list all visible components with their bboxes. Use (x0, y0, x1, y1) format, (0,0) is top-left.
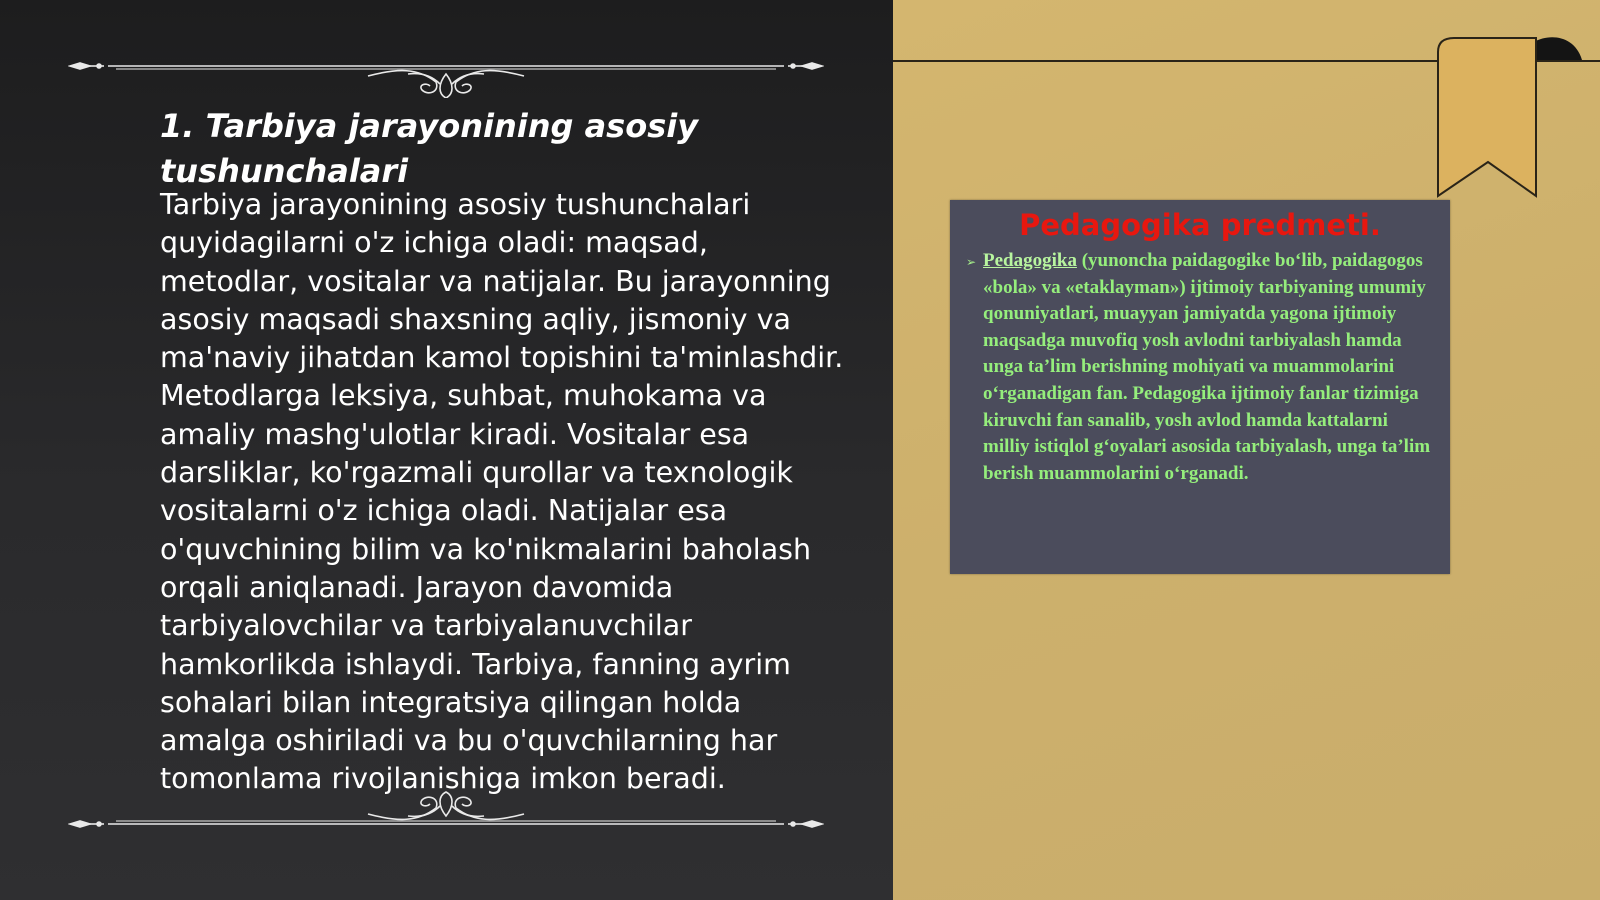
bullet-arrow-icon: ➢ (966, 255, 977, 269)
card-body-text (983, 248, 1438, 487)
slide-title: 1. Tarbiya jarayonining asosiy tushunchalari (160, 107, 699, 190)
embedded-slide-image (950, 200, 1450, 574)
card-title: Pedagogika predmeti. (1019, 208, 1381, 242)
pedagogika-link[interactable]: Pedagogika (983, 250, 1077, 271)
ornamental-divider-icon (68, 38, 824, 98)
bookmark-ribbon-icon (1436, 36, 1586, 198)
slide-body-text: Tarbiya jarayonining asosiy tushunchalari quyidagilarni o'z ichiga oladi: maqsad, metodlar, vositalar va natijalar. Bu jarayonning asosiy maqsadi shaxsning aqliy, jismoniy va ma'naviy jihatdan kamol topishini ta'minlashdir. Metodlarga leksiya, suhbat, muhokama va amaliy mashg'ulotlar kiradi. Vositalar esa darsliklar, ko'rgazmali qurollar va texnologik vositalarni o'z ichiga oladi. Natijalar esa o'quvchining bilim va ko'nikmalarini baholash orqali aniqlanadi. Jarayon davomida tarbiyalovchilar va tarbiyalanuvchilar hamkorlikda ishlaydi. Tarbiya, fanning ayrim sohalari bilan integratsiya qilingan holda amalga oshiriladi va bu o'quvchilarning har tomonlama rivojlanishiga imkon beradi. (160, 188, 844, 796)
card-body-rest: (yunoncha paidagogike bo‘lib, paidagogos «bola» va «etaklayman») ijtimoiy tarbiyaning umumiy qonuniyatlari, muayyan jamiyatda yagona ijtimoiy maqsadga muvofiq yosh avlodni tarbiyalash hamda unga ta’lim berishning mohiyati va muammolarini o‘rganadigan fan. Pedagogika ijtimoiy fanlar tizimiga kiruvchi fan sanalib, yosh avlod hamda kattalarni milliy istiqlol g‘oyalari asosida tarbiyalash, unga ta’lim berish muammolarini o‘rganadi. (983, 250, 1431, 484)
